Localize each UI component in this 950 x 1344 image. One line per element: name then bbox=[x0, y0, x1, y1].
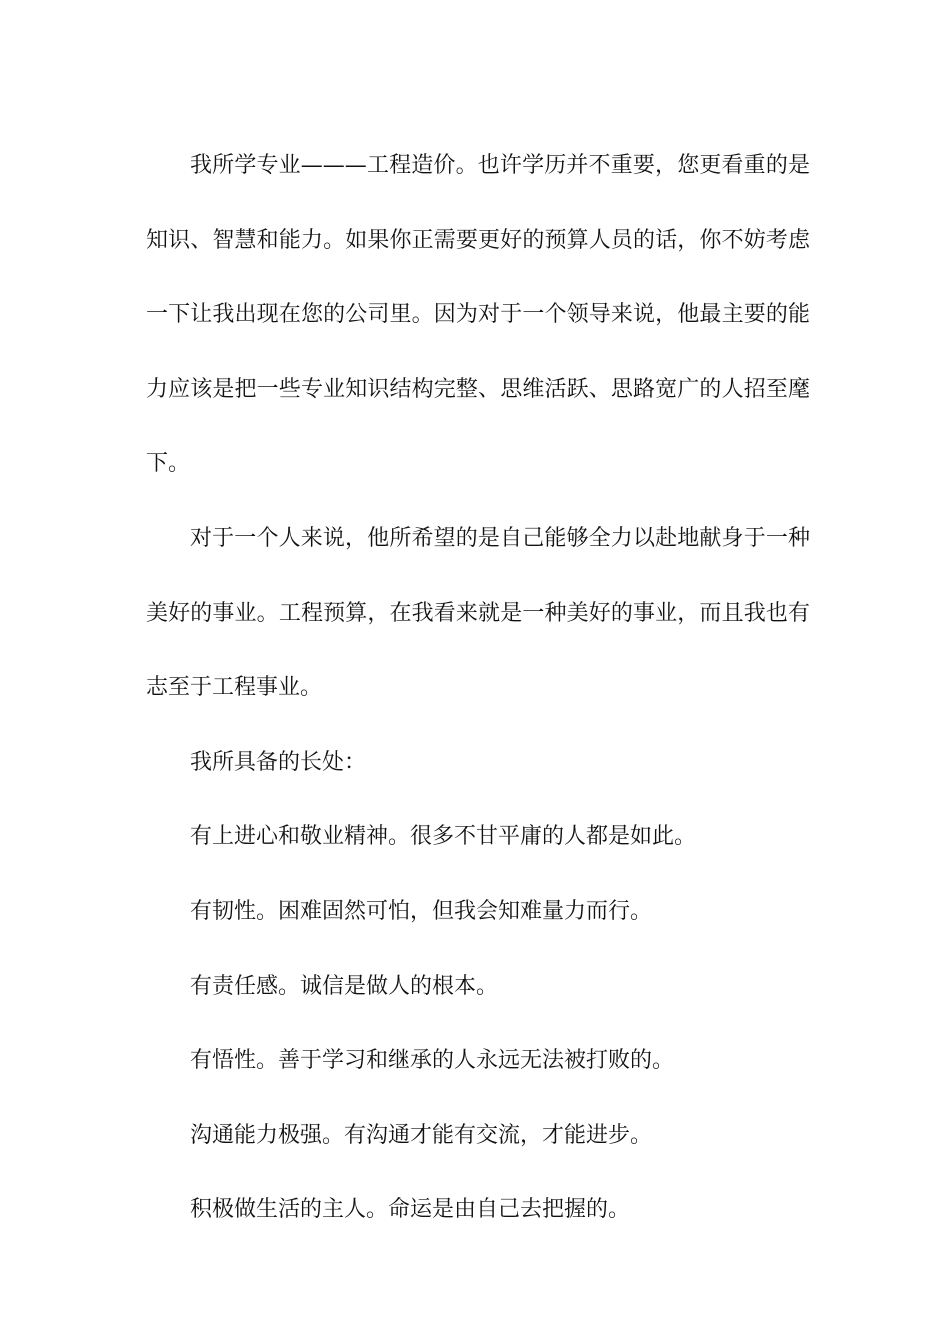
document-body bbox=[146, 129, 810, 1248]
strength-item-ambition: 有上进心和敬业精神。很多不甘平庸的人都是如此。 bbox=[190, 824, 697, 850]
paragraph-aspiration: 对于一个人来说，他所希望的是自己能够全力以赴地献身于一种美好的事业。工程预算，在我看来就是一种美好的事业，而且我也有志至于工程事业。 bbox=[146, 525, 810, 701]
strength-item-insight: 有悟性。善于学习和继承的人永远无法被打败的。 bbox=[190, 1048, 675, 1074]
strength-item-responsibility: 有责任感。诚信是做人的根本。 bbox=[190, 973, 499, 999]
strength-item-tenacity: 有韧性。困难固然可怕，但我会知难量力而行。 bbox=[190, 898, 653, 924]
strength-item-communication: 沟通能力极强。有沟通才能有交流，才能进步。 bbox=[190, 1122, 653, 1148]
strength-item-proactivity: 积极做生活的主人。命运是由自己去把握的。 bbox=[190, 1197, 631, 1223]
paragraph-major: 我所学专业———工程造价。也许学历并不重要，您更看重的是知识、智慧和能力。如果你正需要更好的预算人员的话，你不妨考虑一下让我出现在您的公司里。因为对于一个领导来说，他最主要的能力应该是把一些专业知识结构完整、思维活跃、思路宽广的人招至麾下。 bbox=[146, 153, 810, 477]
strengths-heading: 我所具备的长处： bbox=[190, 749, 367, 775]
